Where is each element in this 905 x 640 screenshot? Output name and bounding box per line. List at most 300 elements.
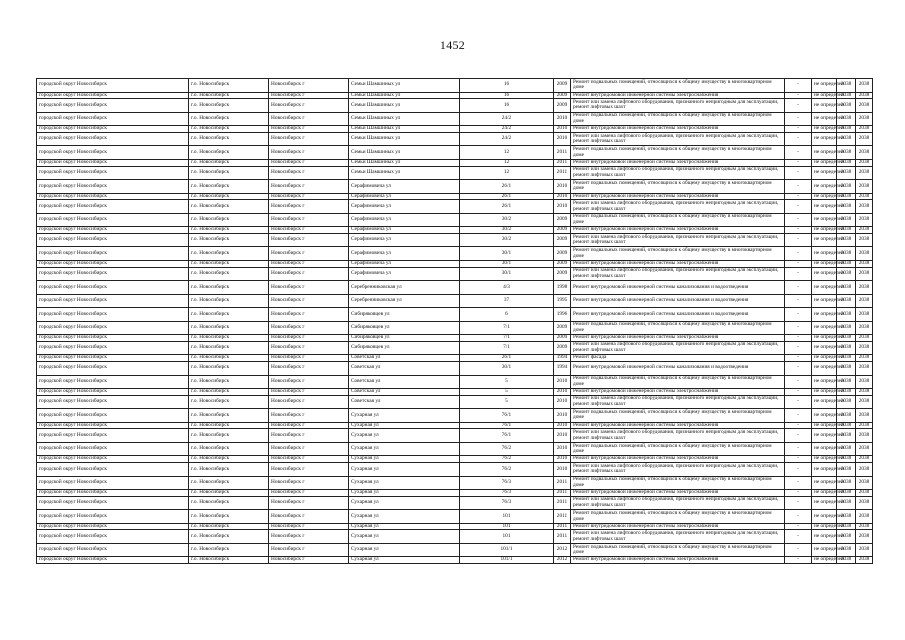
cell-locality: Новосибирск г <box>269 294 349 308</box>
cell-locality: Новосибирск г <box>269 341 349 355</box>
cell-year-end: 2038 <box>856 335 873 342</box>
cell-okrug: городской округ Новосибирск <box>37 375 189 389</box>
cell-dash: - <box>785 442 812 456</box>
cell-work: Ремонт или замена лифтового оборудования, признанного непригодным для эксплуатации, ремонт лифтовых шахт <box>571 166 785 180</box>
cell-locality: Новосибирск г <box>269 180 349 194</box>
cell-year-start: 2038 <box>837 442 856 456</box>
cell-year-start: 2038 <box>837 476 856 490</box>
cell-street: Серафимовича ул <box>349 233 460 247</box>
cell-status: не определен <box>812 409 837 423</box>
cell-house: 26/1 <box>460 200 554 214</box>
cell-city: г.о. Новосибирск <box>189 335 269 342</box>
cell-street: Сухарная ул <box>349 422 460 429</box>
cell-year: 2010 <box>554 200 571 214</box>
cell-okrug: городской округ Новосибирск <box>37 543 189 557</box>
cell-okrug: городской округ Новосибирск <box>37 476 189 490</box>
cell-locality: Новосибирск г <box>269 321 349 335</box>
table-row <box>37 112 873 126</box>
cell-status: не определен <box>812 355 837 362</box>
cell-year-end: 2038 <box>856 267 873 281</box>
cell-okrug: городской округ Новосибирск <box>37 442 189 456</box>
cell-street: Советская ул <box>349 355 460 362</box>
cell-locality: Новосибирск г <box>269 92 349 99</box>
cell-house: 5 <box>460 389 554 396</box>
cell-street: Семьи Шамшиных ул <box>349 166 460 180</box>
cell-street: Сухарная ул <box>349 557 460 564</box>
cell-locality: Новосибирск г <box>269 281 349 295</box>
cell-work: Ремонт подвальных помещений, относящихся к общему имуществу в многоквартирном доме <box>571 180 785 194</box>
cell-dash: - <box>785 389 812 396</box>
table-row <box>37 530 873 544</box>
cell-work: Ремонт подвальных помещений, относящихся к общему имуществу в многоквартирном доме <box>571 146 785 160</box>
cell-year: 2010 <box>554 180 571 194</box>
cell-work: Ремонт подвальных помещений, относящихся к общему имуществу в многоквартирном доме <box>571 79 785 93</box>
cell-locality: Новосибирск г <box>269 523 349 530</box>
cell-city: г.о. Новосибирск <box>189 180 269 194</box>
capital-repair-table <box>36 78 873 564</box>
cell-city: г.о. Новосибирск <box>189 510 269 524</box>
table-row <box>37 213 873 227</box>
cell-year: 2009 <box>554 247 571 261</box>
cell-year: 2011 <box>554 490 571 497</box>
table-row <box>37 99 873 113</box>
cell-street: Серафимовича ул <box>349 180 460 194</box>
cell-year: 2010 <box>554 375 571 389</box>
cell-work: Ремонт внутридомовой инженерной системы канализования и водоотведения <box>571 362 785 376</box>
cell-locality: Новосибирск г <box>269 335 349 342</box>
cell-city: г.о. Новосибирск <box>189 92 269 99</box>
cell-house: 4/3 <box>460 281 554 295</box>
cell-status: не определен <box>812 442 837 456</box>
cell-city: г.о. Новосибирск <box>189 321 269 335</box>
cell-city: г.о. Новосибирск <box>189 159 269 166</box>
cell-locality: Новосибирск г <box>269 456 349 463</box>
cell-year: 2009 <box>554 233 571 247</box>
cell-year-end: 2038 <box>856 496 873 510</box>
cell-okrug: городской округ Новосибирск <box>37 267 189 281</box>
cell-okrug: городской округ Новосибирск <box>37 321 189 335</box>
cell-okrug: городской округ Новосибирск <box>37 456 189 463</box>
cell-house: 16 <box>460 99 554 113</box>
cell-year-end: 2038 <box>856 92 873 99</box>
cell-city: г.о. Новосибирск <box>189 99 269 113</box>
cell-house: 101 <box>460 530 554 544</box>
cell-locality: Новосибирск г <box>269 490 349 497</box>
cell-year-end: 2038 <box>856 409 873 423</box>
cell-year-start: 2038 <box>837 496 856 510</box>
cell-year: 2009 <box>554 321 571 335</box>
cell-street: Семьи Шамшиных ул <box>349 159 460 166</box>
cell-status: не определен <box>812 362 837 376</box>
cell-street: Серебренниковская ул <box>349 294 460 308</box>
cell-work: Ремонт подвальных помещений, относящихся к общему имуществу в многоквартирном доме <box>571 112 785 126</box>
cell-locality: Новосибирск г <box>269 422 349 429</box>
cell-year: 1998 <box>554 281 571 295</box>
cell-year-start: 2038 <box>837 335 856 342</box>
cell-status: не определен <box>812 294 837 308</box>
cell-okrug: городской округ Новосибирск <box>37 510 189 524</box>
cell-street: Семьи Шамшиных ул <box>349 126 460 133</box>
cell-year-start: 2038 <box>837 375 856 389</box>
cell-status: не определен <box>812 281 837 295</box>
cell-house: 7/1 <box>460 335 554 342</box>
table-row <box>37 180 873 194</box>
cell-work: Ремонт внутридомовой инженерной системы электроснабжения <box>571 126 785 133</box>
cell-street: Сибиряковцев ул <box>349 321 460 335</box>
cell-city: г.о. Новосибирск <box>189 166 269 180</box>
cell-year-end: 2038 <box>856 321 873 335</box>
cell-city: г.о. Новосибирск <box>189 267 269 281</box>
cell-okrug: городской округ Новосибирск <box>37 496 189 510</box>
cell-locality: Новосибирск г <box>269 375 349 389</box>
cell-locality: Новосибирск г <box>269 362 349 376</box>
cell-city: г.о. Новосибирск <box>189 409 269 423</box>
cell-dash: - <box>785 193 812 200</box>
table-row <box>37 442 873 456</box>
cell-city: г.о. Новосибирск <box>189 442 269 456</box>
cell-dash: - <box>785 496 812 510</box>
cell-locality: Новосибирск г <box>269 99 349 113</box>
cell-year-start: 2038 <box>837 543 856 557</box>
cell-status: не определен <box>812 429 837 443</box>
cell-locality: Новосибирск г <box>269 159 349 166</box>
cell-street: Советская ул <box>349 362 460 376</box>
cell-year-start: 2038 <box>837 389 856 396</box>
cell-street: Семьи Шамшиных ул <box>349 79 460 93</box>
cell-street: Сухарная ул <box>349 409 460 423</box>
table-row <box>37 496 873 510</box>
cell-okrug: городской округ Новосибирск <box>37 422 189 429</box>
cell-house: 5 <box>460 395 554 409</box>
cell-year-start: 2038 <box>837 308 856 322</box>
cell-year-start: 2038 <box>837 99 856 113</box>
cell-year: 2011 <box>554 166 571 180</box>
cell-dash: - <box>785 543 812 557</box>
cell-okrug: городской округ Новосибирск <box>37 355 189 362</box>
cell-street: Сухарная ул <box>349 463 460 477</box>
cell-dash: - <box>785 126 812 133</box>
cell-year-end: 2038 <box>856 180 873 194</box>
cell-year-start: 2038 <box>837 260 856 267</box>
cell-year: 1995 <box>554 294 571 308</box>
cell-street: Сухарная ул <box>349 429 460 443</box>
cell-dash: - <box>785 335 812 342</box>
cell-year-end: 2038 <box>856 193 873 200</box>
cell-locality: Новосибирск г <box>269 213 349 227</box>
cell-year-end: 2038 <box>856 490 873 497</box>
cell-okrug: городской округ Новосибирск <box>37 233 189 247</box>
cell-dash: - <box>785 260 812 267</box>
cell-status: не определен <box>812 159 837 166</box>
cell-city: г.о. Новосибирск <box>189 429 269 443</box>
cell-okrug: городской округ Новосибирск <box>37 523 189 530</box>
cell-dash: - <box>785 409 812 423</box>
cell-year: 2011 <box>554 496 571 510</box>
cell-work: Ремонт или замена лифтового оборудования, признанного непригодным для эксплуатации, ремонт лифтовых шахт <box>571 200 785 214</box>
cell-year-end: 2038 <box>856 456 873 463</box>
cell-okrug: городской округ Новосибирск <box>37 166 189 180</box>
table-row <box>37 126 873 133</box>
cell-status: не определен <box>812 496 837 510</box>
cell-locality: Новосибирск г <box>269 126 349 133</box>
cell-work: Ремонт фасада <box>571 355 785 362</box>
cell-okrug: городской округ Новосибирск <box>37 362 189 376</box>
cell-street: Сибиряковцев ул <box>349 308 460 322</box>
cell-city: г.о. Новосибирск <box>189 146 269 160</box>
cell-work: Ремонт внутридомовой инженерной системы электроснабжения <box>571 557 785 564</box>
cell-work: Ремонт подвальных помещений, относящихся к общему имуществу в многоквартирном доме <box>571 476 785 490</box>
cell-city: г.о. Новосибирск <box>189 294 269 308</box>
cell-okrug: городской округ Новосибирск <box>37 335 189 342</box>
cell-house: 76/2 <box>460 463 554 477</box>
cell-status: не определен <box>812 389 837 396</box>
cell-okrug: городской округ Новосибирск <box>37 389 189 396</box>
cell-house: 76/3 <box>460 496 554 510</box>
cell-city: г.о. Новосибирск <box>189 355 269 362</box>
cell-year-start: 2038 <box>837 213 856 227</box>
cell-locality: Новосибирск г <box>269 267 349 281</box>
cell-year-end: 2038 <box>856 341 873 355</box>
cell-year-end: 2038 <box>856 132 873 146</box>
table-row <box>37 456 873 463</box>
cell-work: Ремонт внутридомовой инженерной системы электроснабжения <box>571 260 785 267</box>
table-row <box>37 79 873 93</box>
table-body <box>37 79 873 564</box>
cell-year-end: 2038 <box>856 79 873 93</box>
cell-work: Ремонт подвальных помещений, относящихся к общему имуществу в многоквартирном доме <box>571 409 785 423</box>
cell-dash: - <box>785 267 812 281</box>
cell-house: 16 <box>460 79 554 93</box>
cell-okrug: городской округ Новосибирск <box>37 213 189 227</box>
page-number: 1452 <box>439 38 466 52</box>
cell-locality: Новосибирск г <box>269 227 349 234</box>
cell-year-end: 2038 <box>856 166 873 180</box>
cell-locality: Новосибирск г <box>269 530 349 544</box>
cell-house: 30/2 <box>460 213 554 227</box>
cell-year-end: 2038 <box>856 429 873 443</box>
cell-year: 2009 <box>554 335 571 342</box>
cell-street: Сухарная ул <box>349 523 460 530</box>
cell-year-start: 2038 <box>837 294 856 308</box>
cell-status: не определен <box>812 233 837 247</box>
cell-house: 24/2 <box>460 132 554 146</box>
cell-year: 2009 <box>554 213 571 227</box>
cell-street: Советская ул <box>349 395 460 409</box>
cell-locality: Новосибирск г <box>269 146 349 160</box>
cell-status: не определен <box>812 112 837 126</box>
cell-status: не определен <box>812 200 837 214</box>
cell-year: 2009 <box>554 227 571 234</box>
cell-okrug: городской округ Новосибирск <box>37 395 189 409</box>
table-row <box>37 294 873 308</box>
table-row <box>37 395 873 409</box>
cell-dash: - <box>785 79 812 93</box>
cell-year-start: 2038 <box>837 510 856 524</box>
cell-status: не определен <box>812 247 837 261</box>
cell-status: не определен <box>812 213 837 227</box>
cell-locality: Новосибирск г <box>269 233 349 247</box>
cell-dash: - <box>785 321 812 335</box>
cell-city: г.о. Новосибирск <box>189 193 269 200</box>
cell-street: Семьи Шамшиных ул <box>349 92 460 99</box>
cell-house: 26/1 <box>460 193 554 200</box>
cell-work: Ремонт внутридомовой инженерной системы электроснабжения <box>571 490 785 497</box>
cell-status: не определен <box>812 92 837 99</box>
cell-okrug: городской округ Новосибирск <box>37 92 189 99</box>
cell-okrug: городской округ Новосибирск <box>37 530 189 544</box>
cell-okrug: городской округ Новосибирск <box>37 126 189 133</box>
cell-work: Ремонт внутридомовой инженерной системы канализования и водоотведения <box>571 294 785 308</box>
cell-year: 2011 <box>554 530 571 544</box>
cell-work: Ремонт подвальных помещений, относящихся к общему имуществу в многоквартирном доме <box>571 247 785 261</box>
table-row <box>37 227 873 234</box>
cell-year-start: 2038 <box>837 422 856 429</box>
cell-city: г.о. Новосибирск <box>189 557 269 564</box>
cell-year-end: 2038 <box>856 247 873 261</box>
cell-work: Ремонт внутридомовой инженерной системы электроснабжения <box>571 523 785 530</box>
cell-city: г.о. Новосибирск <box>189 422 269 429</box>
cell-locality: Новосибирск г <box>269 429 349 443</box>
cell-year: 2010 <box>554 422 571 429</box>
cell-year-start: 2038 <box>837 233 856 247</box>
table-row <box>37 132 873 146</box>
cell-street: Семьи Шамшиных ул <box>349 112 460 126</box>
cell-house: 30/2 <box>460 227 554 234</box>
cell-dash: - <box>785 294 812 308</box>
cell-house: 76/2 <box>460 456 554 463</box>
cell-okrug: городской округ Новосибирск <box>37 260 189 267</box>
cell-locality: Новосибирск г <box>269 193 349 200</box>
cell-year-start: 2038 <box>837 159 856 166</box>
cell-street: Семьи Шамшиных ул <box>349 99 460 113</box>
cell-city: г.о. Новосибирск <box>189 530 269 544</box>
cell-year: 2011 <box>554 523 571 530</box>
cell-year-start: 2038 <box>837 200 856 214</box>
cell-house: 30/1 <box>460 260 554 267</box>
table-row <box>37 281 873 295</box>
table-row <box>37 321 873 335</box>
cell-work: Ремонт или замена лифтового оборудования, признанного непригодным для эксплуатации, ремонт лифтовых шахт <box>571 233 785 247</box>
cell-locality: Новосибирск г <box>269 389 349 396</box>
cell-year-end: 2038 <box>856 308 873 322</box>
cell-year-end: 2038 <box>856 200 873 214</box>
cell-dash: - <box>785 341 812 355</box>
table-row <box>37 146 873 160</box>
cell-city: г.о. Новосибирск <box>189 213 269 227</box>
cell-year-end: 2038 <box>856 126 873 133</box>
cell-street: Сибиряковцев ул <box>349 335 460 342</box>
cell-year: 2010 <box>554 193 571 200</box>
cell-house: 101/1 <box>460 557 554 564</box>
cell-work: Ремонт внутридомовой инженерной системы электроснабжения <box>571 227 785 234</box>
table-row <box>37 375 873 389</box>
cell-city: г.о. Новосибирск <box>189 126 269 133</box>
cell-year-start: 2038 <box>837 227 856 234</box>
cell-dash: - <box>785 355 812 362</box>
cell-locality: Новосибирск г <box>269 463 349 477</box>
cell-house: 101 <box>460 510 554 524</box>
cell-year-end: 2038 <box>856 523 873 530</box>
cell-street: Семьи Шамшиных ул <box>349 146 460 160</box>
cell-year: 2010 <box>554 442 571 456</box>
cell-house: 12 <box>460 159 554 166</box>
cell-year: 1996 <box>554 308 571 322</box>
cell-year: 1994 <box>554 362 571 376</box>
cell-year-start: 2038 <box>837 456 856 463</box>
cell-status: не определен <box>812 308 837 322</box>
cell-dash: - <box>785 463 812 477</box>
cell-status: не определен <box>812 227 837 234</box>
table-row <box>37 510 873 524</box>
cell-street: Серафимовича ул <box>349 267 460 281</box>
cell-city: г.о. Новосибирск <box>189 112 269 126</box>
cell-street: Семьи Шамшиных ул <box>349 132 460 146</box>
cell-year-end: 2038 <box>856 557 873 564</box>
cell-year-start: 2038 <box>837 463 856 477</box>
cell-okrug: городской округ Новосибирск <box>37 429 189 443</box>
cell-locality: Новосибирск г <box>269 409 349 423</box>
cell-dash: - <box>785 490 812 497</box>
cell-year-start: 2038 <box>837 395 856 409</box>
cell-work: Ремонт подвальных помещений, относящихся к общему имуществу в многоквартирном доме <box>571 375 785 389</box>
cell-city: г.о. Новосибирск <box>189 375 269 389</box>
cell-dash: - <box>785 308 812 322</box>
cell-year-start: 2038 <box>837 146 856 160</box>
cell-work: Ремонт подвальных помещений, относящихся к общему имуществу в многоквартирном доме <box>571 442 785 456</box>
cell-locality: Новосибирск г <box>269 79 349 93</box>
cell-year: 2009 <box>554 79 571 93</box>
cell-okrug: городской округ Новосибирск <box>37 341 189 355</box>
table-row <box>37 233 873 247</box>
table-row <box>37 247 873 261</box>
cell-dash: - <box>785 476 812 490</box>
cell-street: Сухарная ул <box>349 490 460 497</box>
table-row <box>37 476 873 490</box>
cell-status: не определен <box>812 193 837 200</box>
cell-okrug: городской округ Новосибирск <box>37 132 189 146</box>
cell-street: Серафимовича ул <box>349 247 460 261</box>
cell-okrug: городской округ Новосибирск <box>37 112 189 126</box>
cell-status: не определен <box>812 476 837 490</box>
cell-status: не определен <box>812 510 837 524</box>
cell-status: не определен <box>812 456 837 463</box>
cell-year-end: 2038 <box>856 362 873 376</box>
cell-status: не определен <box>812 132 837 146</box>
cell-okrug: городской округ Новосибирск <box>37 247 189 261</box>
cell-year: 2009 <box>554 99 571 113</box>
cell-okrug: городской округ Новосибирск <box>37 146 189 160</box>
table-row <box>37 543 873 557</box>
cell-locality: Новосибирск г <box>269 496 349 510</box>
table-row <box>37 267 873 281</box>
cell-work: Ремонт подвальных помещений, относящихся к общему имуществу в многоквартирном доме <box>571 510 785 524</box>
cell-house: 24/2 <box>460 126 554 133</box>
cell-year: 2010 <box>554 112 571 126</box>
cell-street: Сухарная ул <box>349 510 460 524</box>
cell-house: 76/1 <box>460 429 554 443</box>
cell-work: Ремонт или замена лифтового оборудования, признанного непригодным для эксплуатации, ремонт лифтовых шахт <box>571 530 785 544</box>
cell-year-start: 2038 <box>837 281 856 295</box>
cell-house: 76/1 <box>460 422 554 429</box>
cell-dash: - <box>785 99 812 113</box>
cell-locality: Новосибирск г <box>269 355 349 362</box>
cell-year-end: 2038 <box>856 422 873 429</box>
cell-year-start: 2038 <box>837 409 856 423</box>
cell-city: г.о. Новосибирск <box>189 247 269 261</box>
cell-house: 101/1 <box>460 543 554 557</box>
cell-street: Серебренниковская ул <box>349 281 460 295</box>
cell-work: Ремонт внутридомовой инженерной системы канализования и водоотведения <box>571 281 785 295</box>
